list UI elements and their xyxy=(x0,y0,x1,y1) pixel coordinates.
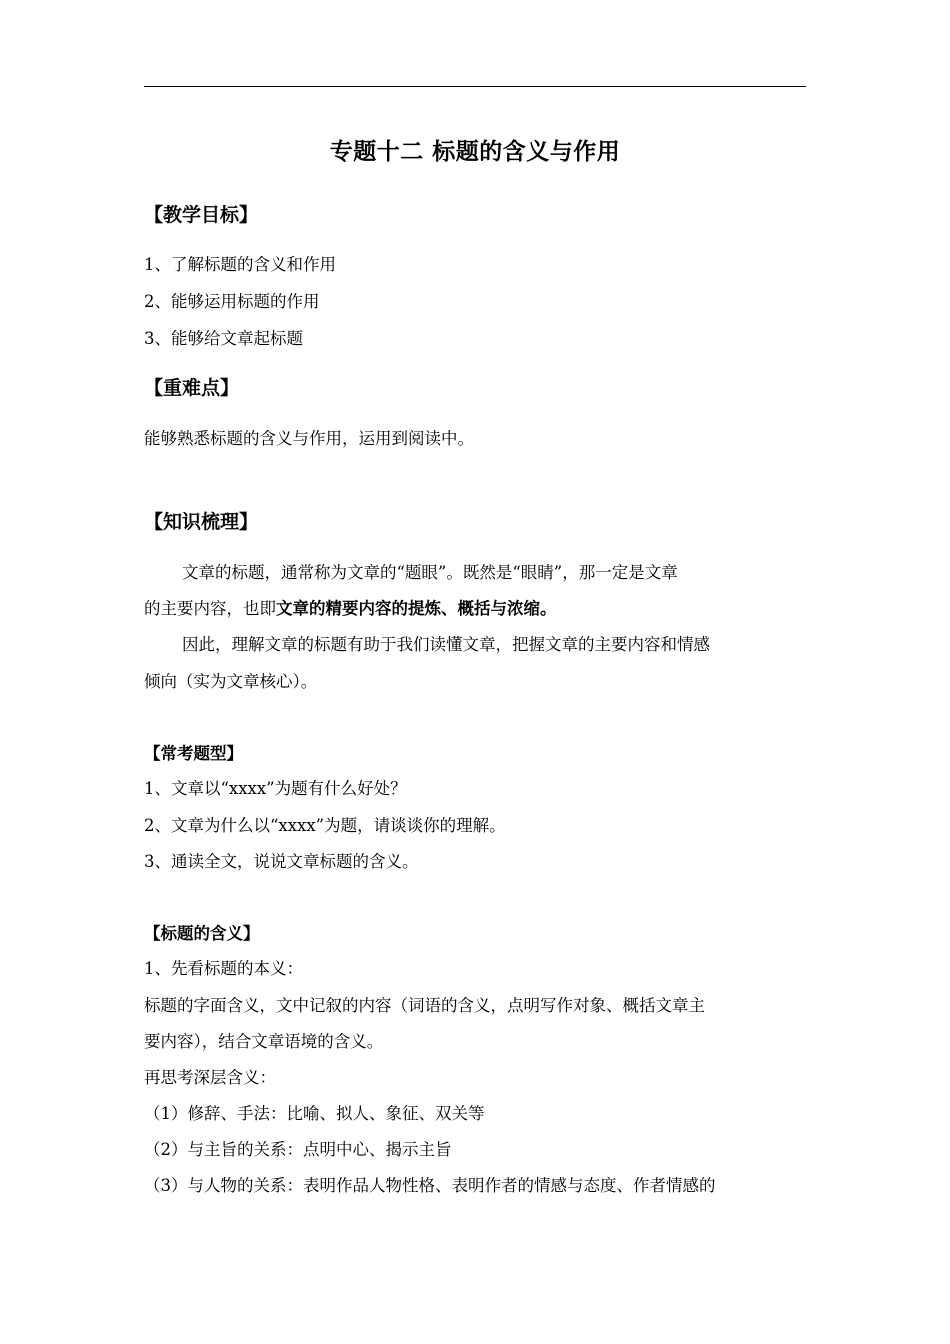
question-type-item-2: 2、文章为什么以“xxxx”为题，请谈谈你的理解。 xyxy=(144,816,506,835)
question-type-item-3: 3、通读全文，说说文章标题的含义。 xyxy=(144,852,419,871)
header-rule xyxy=(144,86,806,87)
goals-heading: 【教学目标】 xyxy=(144,204,259,226)
meaning-line-6: （2）与主旨的关系：点明中心、揭示主旨 xyxy=(144,1140,452,1159)
question-type-item-1: 1、文章以“xxxx”为题有什么好处？ xyxy=(144,779,407,798)
meaning-line-5: （1）修辞、手法：比喻、拟人、象征、双关等 xyxy=(144,1104,485,1123)
meaning-line-1: 1、先看标题的本义： xyxy=(144,959,303,978)
meaning-heading: 【标题的含义】 xyxy=(144,924,260,943)
goal-item-3: 3、能够给文章起标题 xyxy=(144,329,303,348)
key-points-heading: 【重难点】 xyxy=(144,377,240,399)
knowledge-heading: 【知识梳理】 xyxy=(144,511,259,533)
goal-item-1: 1、了解标题的含义和作用 xyxy=(144,255,336,274)
meaning-line-4: 再思考深层含义： xyxy=(144,1068,276,1087)
meaning-line-7: （3）与人物的关系：表明作品人物性格、表明作者的情感与态度、作者情感的 xyxy=(144,1176,716,1195)
knowledge-paragraph-2-line-2: 倾向（实为文章核心）。 xyxy=(144,672,318,691)
page-title: 专题十二 标题的含义与作用 xyxy=(329,139,621,165)
meaning-line-2: 标题的字面含义，文中记叙的内容（词语的含义，点明写作对象、概括文章主 xyxy=(144,996,705,1015)
meaning-line-3: 要内容），结合文章语境的含义。 xyxy=(144,1032,384,1051)
knowledge-bold-text: 文章的精要内容的提炼、概括与浓缩。 xyxy=(276,599,557,618)
knowledge-paragraph-1-line-2 xyxy=(144,597,557,621)
knowledge-paragraph-1-line-1: 文章的标题，通常称为文章的“题眼”。既然是“眼睛”，那一定是文章 xyxy=(182,563,678,582)
goal-item-2: 2、能够运用标题的作用 xyxy=(144,292,320,311)
key-points-text: 能够熟悉标题的含义与作用，运用到阅读中。 xyxy=(144,429,474,448)
knowledge-paragraph-2-line-1: 因此，理解文章的标题有助于我们读懂文章，把握文章的主要内容和情感 xyxy=(182,635,710,654)
knowledge-plain-text: 的主要内容，也即 xyxy=(144,599,276,618)
question-types-heading: 【常考题型】 xyxy=(144,744,243,763)
